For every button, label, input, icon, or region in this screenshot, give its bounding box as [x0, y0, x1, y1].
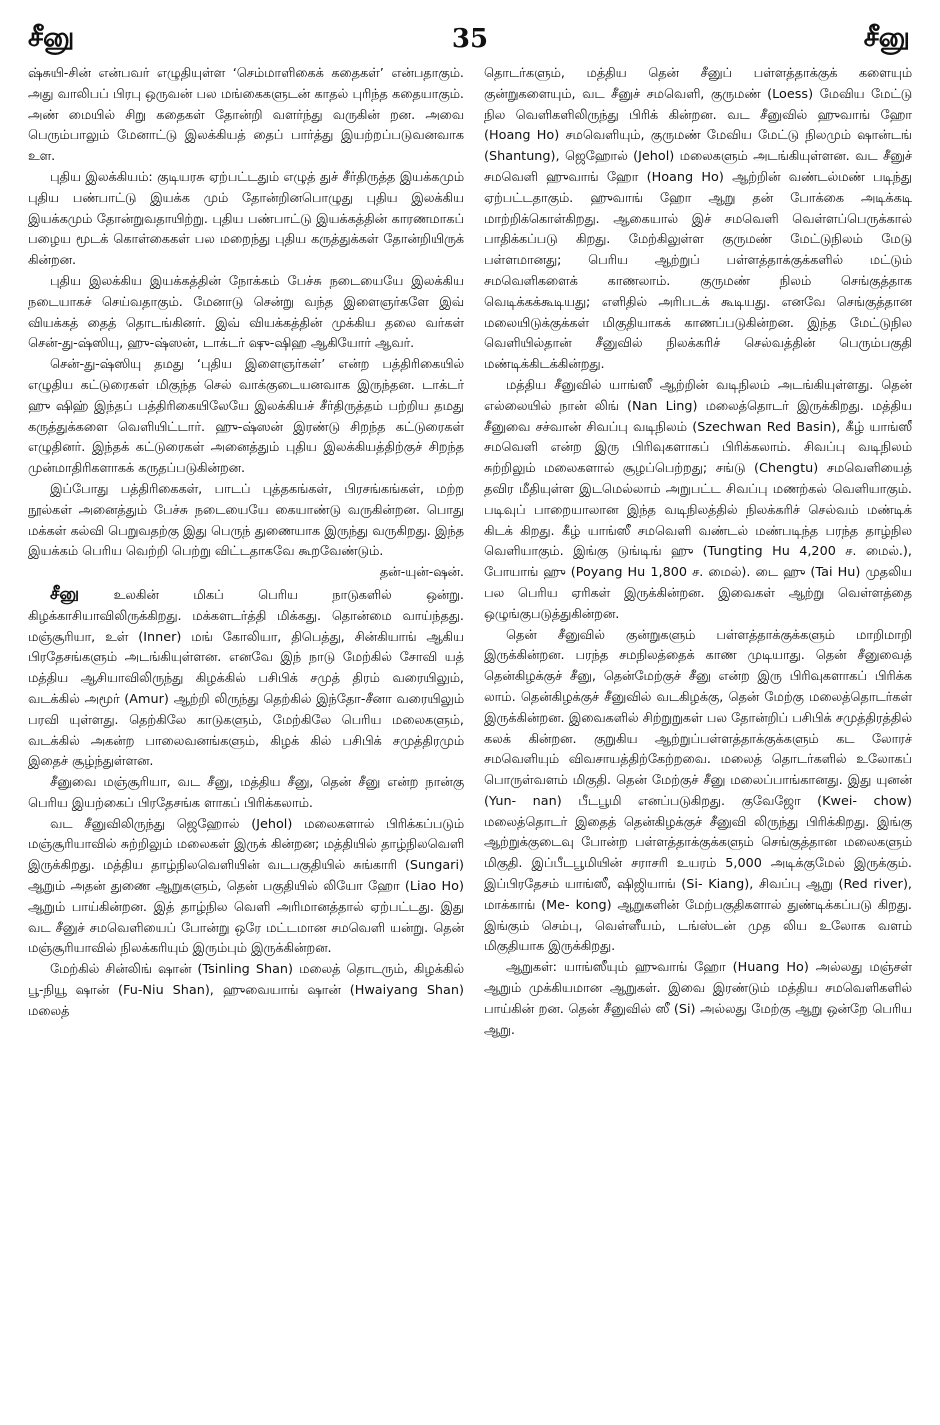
left-column [28, 64, 464, 1409]
page-header [0, 22, 940, 62]
paragraph-rivers: ஆறுகள்: யாங்ஸீயும் ஹுவாங் ஹோ (Huang Ho) அல்லது மஞ்சள் ஆறும் முக்கியமான ஆறுகள். இவை இரண்டும் மத்திய சமவெளிகளில் பாய்கின் றன. தென் சீனுவில் ஸீ (Si) அல்லது மேற்கு ஆறு ஒன்றே பெரிய ஆறு. [484, 960, 912, 1038]
running-headword-right: சீனு [863, 22, 910, 53]
paragraph-regions: சீனுவை மஞ்சூரியா, வட சீனு, மத்திய சீனு, தென் சீனு என்ற நான்கு பெரிய இயற்கைப் பிரதேசங்க ளாகப் பிரிக்கலாம். [28, 775, 464, 811]
author-signature: தன்-யுன்-ஷன். [379, 565, 464, 581]
paragraph-manchuria: வட சீனுவிலிருந்து ஜெஹோல் (Jehol) மலைகளால் பிரிக்கப்படும் மஞ்சூரியாவில் சுற்றிலும் மலைகள் இருக் கின்றன; மத்தியில் தாழ்நிலவெளி இருக்கிறது. மத்திய தாழ்நிலவெளியின் வடபகுதியில் சுங்காரி (Sungari) ஆறும் அதன் துணை ஆறுகளும், தென் பகுதியில் லியோ ஹோ (Liao Ho) ஆறும் பாய்கின்றன. இத் தாழ்நில வெளி அரிமானத்தால் ஏற்பட்டது. இது வட சீனுச் சமவெளியைப் போன்று ஒரே மட்டமான சமவெளி யன்று. தென் மஞ்சூரியாவில் நிலக்கரியும் இரும்பும் இருக்கின்றன. [28, 816, 464, 957]
paragraph-mountain-ranges: மேற்கில் சின்லிங் ஷான் (Tsinling Shan) மலைத் தொடரும், கிழக்கில் பூ-நியூ ஷான் (Fu-Niu Shan), ஹுவையாங் ஷான் (Hwaiyang Shan) மலைத் [28, 962, 464, 1019]
entry-china-text: உலகின் மிகப் பெரிய நாடுகளில் ஒன்று. கிழக்காசியாவிலிருக்கிறது. மக்களடர்த்தி மிக்கது. தொன்மை வாய்ந்தது. மஞ்சூரியா, உள் (Inner) மங் கோலியா, திபெத்து, சின்கியாங் ஆகிய பிரதேசங்களும் அடங்கியுள்ளன. எனவே இந் நாடு மேற்கில் சோவி யத் மத்திய ஆசியாவிலிருந்து கிழக்கில் பசிபிக் சமுத் திரம் வரையிலும், வடக்கில் அமூர் (Amur) ஆற்றி லிருந்து தெற்கில் இந்தோ-சீனா வரையிலும் பரவி யுள்ளது. தெற்கிலே காடுகளும், மேற்கிலே பெரிய மலைகளும், வடக்கில் அகன்ற பாலைவனங்களும், கிழக் கில் பசிபிக் சமுத்திரமும் இதைச் சூழ்ந்துள்ளன. [28, 587, 464, 770]
paragraph-new-literature: புதிய இலக்கியம்: குடியரசு ஏற்பட்டதும் எழுத் துச் சீர்திருத்த இயக்கமும் புதிய பண்பாட்டு இயக்க மும் தோன்றினபொழுது புதிய இலக்கிய இயக்கமும் தோன்றுவதாயிற்று. புதிய பண்பாட்டு இயக்கத்தின் காரணமாகப் பழைய மூடக் கொள்கைகள் பல மறைந்து புதிய கருத்துக்கள் தோன்றியிருக் கின்றன. [28, 169, 464, 269]
paragraph-north-china: தொடர்களும், மத்திய தென் சீனுப் பள்ளத்தாக்குக் களையும் குன்றுகளையும், வட சீனுச் சமவெளி, குருமண் (Loess) மேவிய மேட்டு நில வெளிகளிலிருந்து பிரிக் கின்றன. வட சீனுவில் ஹுவாங் ஹோ (Hoang Ho) சமவெளியும், குருமண் மேவிய மேட்டு நிலமும் ஷான்டங் (Shantung), ஜெஹோல் (Jehol) மலைகளும் அடங்கியுள்ளன. வட சீனுச் சமவெளி ஹுவாங் ஹோ (Hoang Ho) ஆற்றின் வண்டல்மண் படிந்து ஏற்பட்டதாகும். ஹுவாங் ஹோ ஆறு தன் போக்கை அடிக்கடி மாற்றிக்கொள்கிறது. ஆகையால் இச் சமவெளி வெள்ளப்பெருக்கால் பாதிக்கப்படு கிறது. மேற்கிலுள்ள குருமண் மேட்டுநிலம் மேடு பள்ளமானது; பெரிய ஆற்றுப் பள்ளத்தாக்குக்களில் மட்டும் சமவெளிகளைக் காணலாம். குருமண் நிலம் செங்குத்தாக வெடிக்கக்கூடியது; எளிதில் அரிபடக் கூடியது. எனவே செங்குத்தான மலையிடுக்குக்கள் மிகுதியாகக் காணப்படுகின்றன. இந்த மேட்டுநில வெளியில்தான் சீனுவில் நிலக்கரிச் செல்வத்தின் பெரும்பகுதி மண்டிக்கிடக்கின்றது. [484, 66, 912, 373]
page-number: 35 [451, 24, 489, 54]
paragraph-central-china: மத்திய சீனுவில் யாங்ஸீ ஆற்றின் வடிநிலம் அடங்கியுள்ளது. தென் எல்லையில் நான் லிங் (Nan Ling) மலைத்தொடர் இருக்கிறது. மத்திய சீனுவை சச்வான் சிவப்பு வடிநிலம் (Szechwan Red Basin), கீழ் யாங்ஸீ சமவெளி என்ற இரு பிரிவுகளாகப் பிரிக்கலாம். சிவப்பு வடிநிலம் சுற்றிலும் மலைகளால் சூழப்பெற்றது; சங்டு (Chengtu) சமவெளியைத் தவிர மீதியுள்ள இடமெல்லாம் அறுபட்ட சிவப்பு மணற்கல் வெளியாகும். படிவுப் பாறையாலான இந்த வடிநிலத்தில் நிலக்கரிச் செல்வம் மண்டிக் கிடக் கிறது. கீழ் யாங்ஸீ சமவெளி வண்டல் மண்படிந்த பரந்த தாழ்நில வெளியாகும். இங்கு டுங்டிங் ஹு (Tungting Hu 4,200 ச. மைல்.), போயாங் ஹு (Poyang Hu 1,800 ச. மைல்). டை ஹு (Tai Hu) முதலிய பல பெரிய ஏரிகள் இருக்கின்றன. இவைகள் ஆற்று வெள்ளத்தை ஒழுங்குபடுத்துகின்றன. [484, 377, 912, 622]
entry-china-intro [28, 584, 464, 773]
right-column [484, 64, 912, 1409]
paragraph-new-youth: சென்-து-ஷ்ஸியு தமது ‘புதிய இளைஞர்கள்’ என்ற பத்திரிகையில் எழுதிய கட்டுரைகள் மிகுந்த செல் வாக்குடையனவாக இருந்தன. டாக்டர் ஹு ஷிஹ் இந்தப் பத்திரிகையிலேயே இலக்கியச் சீர்திருத்தம் பற்றிய தமது கருத்துக்களை வெளியிட்டார். ஹு-ஷ்ஸன் இரண்டு சிறந்த கட்டுரைகள் எழுதினர். இந்தக் கட்டுரைகள் அனைத்தும் புதிய இலக்கியத்திற்குச் சிறந்த முன்மாதிரிகளாகக் கருதப்படுகின்றன. [28, 357, 464, 477]
entry-headword: சீனு [50, 583, 80, 604]
paragraph-short-stories: ஷ்சுயி-சின் என்பவர் எழுதியுள்ள ‘செம்மாளிகைக் கதைகள்’ என்பதாகும். அது வாலிபப் பிரபு ஒருவன் பல மங்கைகளுடன் காதல் புரிந்த கதையாகும். அண் மையில் சிறு கதைகள் தோன்றி வளர்ந்து வருகின் றன. அவை பெரும்பாலும் மேனாட்டு இலக்கியத் தைப் பார்த்து இயற்றப்படுவனவாக உள. [28, 66, 464, 165]
paragraph-south-china: தென் சீனுவில் குன்றுகளும் பள்ளத்தாக்குக்களும் மாறிமாறி இருக்கின்றன. பரந்த சமநிலத்தைக் காண முடியாது. தென் சீனுவைத் தென்கிழக்குச் சீனு, தென்மேற்குச் சீனு என்ற இரு பிரிவுகளாகப் பிரிக்க லாம். தென்கிழக்குச் சீனுவில் வடகிழக்கு, தென் மேற்கு மலைத்தொடர்கள் இருக்கின்றன. இவைகளில் சிற்றுறுகள் பல தோன்றிப் பசிபிக் சமுத்திரத்தில் கலக் கின்றன. குறுகிய ஆற்றுப்பள்ளத்தாக்குக்களும் கட லோரச் சமவெளியும் விவசாயத்திற்கேற்றவை. மலைத் தொடர்களில் உலோகப் பொருள்வளம் மிகுதி. தென் மேற்குச் சீனு மலைப்பாங்கானது. இது யுனன் (Yun- nan) பீடபூமி எனப்படுகிறது. குவேஜோ (Kwei- chow) மலைத்தொடர் இதைத் தென்கிழக்குச் சீனுவி லிருந்து பிரிக்கிறது. இங்கு ஆற்றுக்குடைவு போன்ற பள்ளத்தாக்குக்களும் செங்குத்தான மலைகளும் மிகுதி. இப்பீடபூமியின் சராசரி உயரம் 5,000 அடிக்குமேல் இருக்கும். இப்பிரதேசம் யாங்ஸீ, ஷிஜியாங் (Si- Kiang), சிவப்பு ஆறு (Red river), மாக்காங் (Me- kong) ஆறுகளின் மேற்பகுதிகளால் துண்டிக்கப்படு கிறது. இங்கும் செம்பு, வெள்ளீயம், டங்ஸ்டன் முத லிய உலோக வளம் மிகுதியாக இருக்கிறது. [484, 627, 912, 955]
running-headword-left: சீனு [28, 22, 75, 53]
paragraph-movement-aim: புதிய இலக்கிய இயக்கத்தின் நோக்கம் பேச்சு நடையையே இலக்கிய நடையாகச் செய்வதாகும். மேனாடு சென்று வந்த இளைஞர்களே இவ் வியக்கத் தைத் தொடங்கினர். இவ் வியக்கத்தின் முக்கிய தலை வர்கள் சென்-து-ஷ்ஸியு, ஹு-ஷ்ஸன், டாக்டர் ஷு-ஷிஹ ஆகியோர் ஆவர். [28, 273, 464, 352]
paragraph-colloquial-usage: இப்போது பத்திரிகைகள், பாடப் புத்தகங்கள், பிரசங்கங்கள், மற்ற நூல்கள் அனைத்தும் பேச்சு நடையையே கையாண்டு வருகின்றன. பொது மக்கள் கல்வி பெறுவதற்கு இது பெருந் துணையாக இருந்து வருகிறது. இந்த இயக்கம் பெரிய வெற்றி பெற்று விட்டதாகவே கூறவேண்டும். [28, 481, 464, 560]
